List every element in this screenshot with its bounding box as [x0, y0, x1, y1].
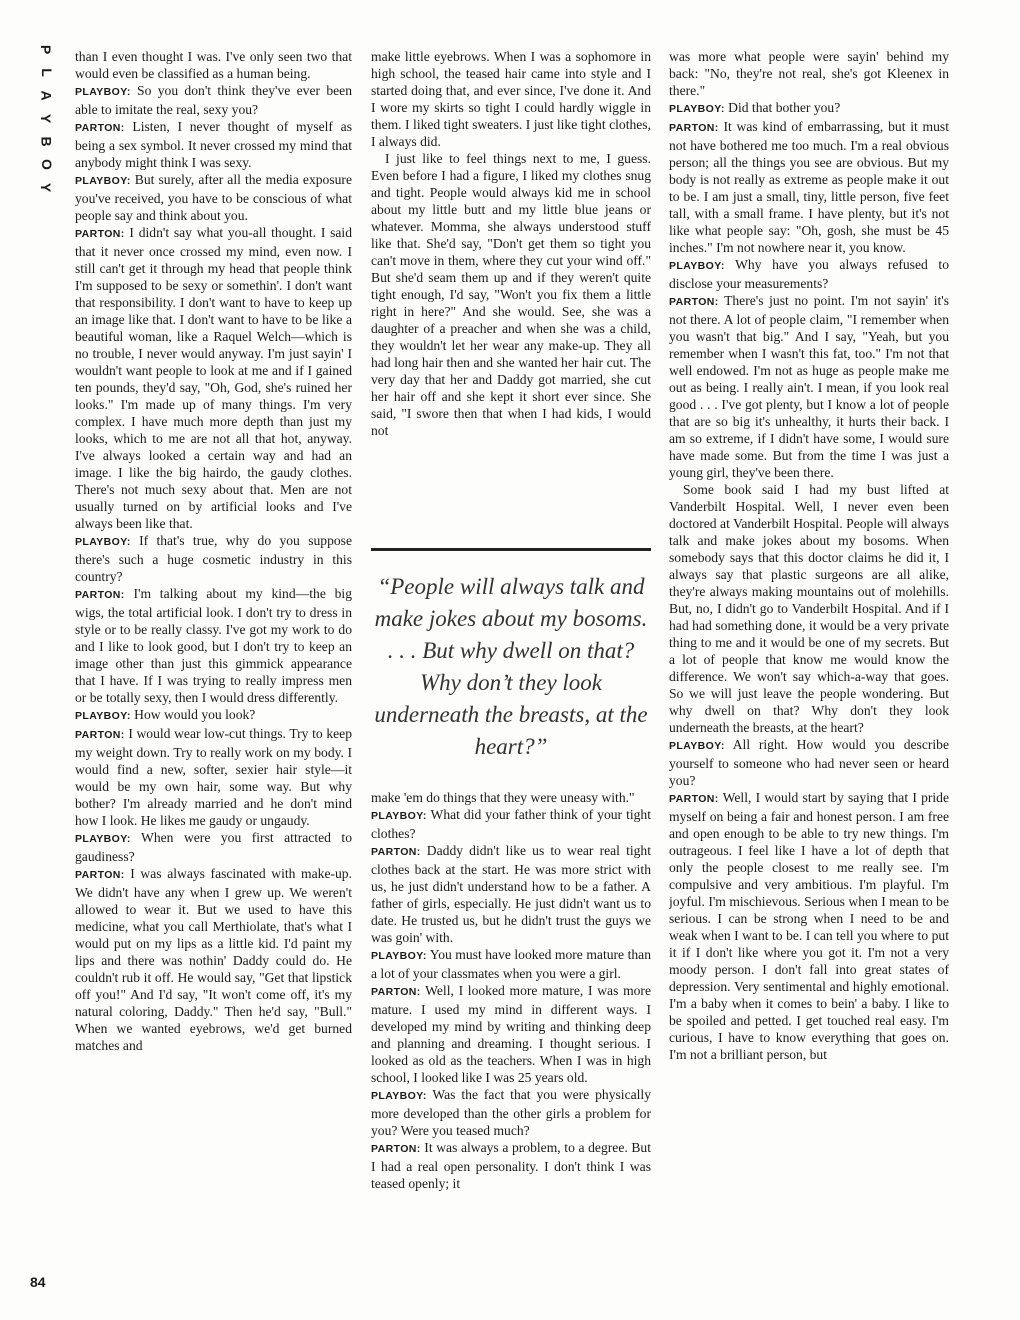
paragraph-text: Daddy didn't like us to wear real tight clothes back at the start. He was more strict with us, he just didn't understand how to be a father. A father of girls, especially. He just didn't want us to date. He trusted us, but he didn't trust the guys we was goin' with.: [371, 843, 651, 945]
logo-letter: P: [38, 44, 55, 55]
paragraph-text: So you don't think they've ever been able to imitate the real, sexy you?: [75, 83, 352, 117]
article-column-2-lower: [371, 789, 651, 1289]
speaker-label: PLAYBOY:: [75, 175, 131, 187]
article-paragraph: [75, 865, 352, 1054]
paragraph-text: But surely, after all the media exposure you've received, you have to be conscious of what people say and think about you.: [75, 172, 352, 223]
paragraph-text: What did your father think of your tight clothes?: [371, 807, 651, 841]
article-paragraph: [669, 481, 949, 736]
paragraph-text: Some book said I had my bust lifted at Vanderbilt Hospital. Well, I never even been doctored at Vanderbilt Hospital. People will always talk and make jokes about my bosoms. When somebody says that this doctor claims he did it, I always say that plastic surgeons are all alike, they're always making mountains out of molehills. But, no, I didn't go to Vanderbilt Hospital. And if I had had something done, it would be a very private thing to me and it would be one of my secrets. But a lot of people that know me would know the difference. We won't say which-a-way that goes. So we will just leave the people wondering. But why dwell on that? Why don't they look underneath the breasts, at the heart?: [669, 482, 949, 735]
logo-letter: L: [38, 68, 55, 77]
paragraph-text: Well, I looked more mature, I was more mature. I used my mind in different ways. I developed my mind by writing and thinking deep and planning and dreaming. I thought serious. I looked as old as the teachers. When I was in high school, I looked like I was 25 years old.: [371, 983, 651, 1085]
article-paragraph: [371, 806, 651, 842]
article-paragraph: [75, 171, 352, 224]
article-paragraph: [669, 789, 949, 1063]
paragraph-text: I would wear low-cut things. Try to keep my weight down. Try to really work on my body. I would find a new, softer, sexier hair style—it would be my own hair, some way. But why bother? I'm already married and he don't mind how I look. He likes me gaudy or ungaudy.: [75, 726, 352, 828]
paragraph-text: I didn't say what you-all thought. I said that it never once crossed my mind, even now. I still can't get it through my head that people think I'm supposed to be sexy or somethin'. I don't want that responsibility. I don't want to have to keep up an image like that. I don't want to have to be like a beautiful woman, like a Raquel Welch—which is no trouble, I never would anyway. I'm just sayin' I wouldn't want people to look at me and if I gained ten pounds, they'd say, "Oh, God, she's ruined her looks." I'm made up of many things. I'm very complex. I have much more depth than just my looks, which to me are not all that hot, anyway. I've always looked a certain way and had an image. I like the big hairdo, the gaudy clothes. There's not much sexy about that. Men are not usually turned on by artificial looks and I've always been like that.: [75, 225, 352, 531]
pull-quote-text: “People will always talk and make jokes about my bosoms. . . . But why dwell on that? Why don’t they look underneath the breasts, at the heart?”: [374, 574, 648, 759]
article-paragraph: [669, 48, 949, 99]
paragraph-text: How would you look?: [134, 707, 256, 722]
article-paragraph: [75, 48, 352, 82]
speaker-label: PARTON:: [371, 1143, 421, 1155]
paragraph-text: When were you first attracted to gaudiness?: [75, 830, 352, 864]
speaker-label: PLAYBOY:: [669, 103, 725, 115]
article-paragraph: [75, 725, 352, 829]
article-paragraph: [75, 706, 352, 725]
paragraph-text: Did that bother you?: [728, 100, 841, 115]
article-paragraph: [75, 118, 352, 171]
paragraph-text: If that's true, why do you suppose there's such a huge cosmetic industry in this country?: [75, 533, 352, 584]
paragraph-text: I was always fascinated with make-up. We didn't have any when I grew up. We weren't allowed to wear it. But we used to have this medicine, what you call Merthiolate, that's what I would put on my lips as a little kid. I'd paint my lips and there was nothin' Daddy could do. He couldn't rub it off. He would say, "Get that lipstick off you!" And I'd say, "It won't come off, it's my natural coloring, Daddy." Then he'd say, "Bull." When we wanted eyebrows, we'd get burned matches and: [75, 866, 352, 1053]
logo-letter: Y: [38, 182, 55, 193]
speaker-label: PARTON:: [75, 589, 125, 601]
speaker-label: PARTON:: [75, 122, 125, 134]
article-paragraph: [371, 842, 651, 946]
speaker-label: PARTON:: [75, 729, 125, 741]
article-paragraph: [669, 292, 949, 481]
article-paragraph: [371, 1139, 651, 1192]
speaker-label: PARTON:: [75, 228, 125, 240]
article-paragraph: [75, 585, 352, 706]
article-paragraph: [371, 150, 651, 439]
article-paragraph: [669, 256, 949, 292]
article-paragraph: [75, 82, 352, 118]
paragraph-text: Listen, I never thought of myself as being a sex symbol. It never crossed my mind that anybody might think I was sexy.: [75, 119, 352, 170]
article-paragraph: [371, 946, 651, 982]
speaker-label: PARTON:: [75, 869, 125, 881]
speaker-label: PARTON:: [371, 986, 421, 998]
article-paragraph: [371, 789, 651, 806]
paragraph-text: than I even thought I was. I've only seen two that would even be classified as a human being.: [75, 49, 352, 81]
speaker-label: PLAYBOY:: [75, 710, 131, 722]
article-paragraph: [669, 99, 949, 118]
page-number: 84: [30, 1274, 46, 1290]
speaker-label: PLAYBOY:: [669, 260, 725, 272]
speaker-label: PLAYBOY:: [669, 740, 725, 752]
logo-letter: B: [38, 136, 55, 147]
paragraph-text: was more what people were sayin' behind my back: "No, they're not real, she's got Kleenex in there.": [669, 49, 949, 98]
article-column-1: [75, 48, 352, 1290]
paragraph-text: I just like to feel things next to me, I guess. Even before I had a figure, I liked my clothes snug and tight. People would always kid me in school about my little butt and my little blue jeans or whatever. Momma, she always understood stuff like that. She'd say, "Don't get them so tight you can't move in them, where they cut your wind off." But she'd seam them up and if they weren't quite tight enough, I'd say, "Won't you fix them a little right in here?" And she would. See, she was a daughter of a preacher and when she was a child, they wouldn't let her wear any make-up. They all had long hair then and she wanted her hair cut. The very day that her and Daddy got married, she cut her hair off and she kept it short ever since. She said, "I swore then that when I had kids, I would not: [371, 151, 651, 438]
speaker-label: PLAYBOY:: [75, 86, 131, 98]
logo-letter: O: [38, 159, 55, 170]
logo-letter: A: [38, 90, 55, 101]
paragraph-text: make 'em do things that they were uneasy with.": [371, 790, 635, 805]
paragraph-text: You must have looked more mature than a lot of your classmates when you were a girl.: [371, 947, 651, 981]
speaker-label: PLAYBOY:: [75, 833, 131, 845]
speaker-label: PLAYBOY:: [371, 1090, 427, 1102]
logo-letter: Y: [38, 113, 55, 124]
paragraph-text: It was always a problem, to a degree. But I had a real open personality. I don't think I was teased openly; it: [371, 1140, 651, 1191]
article-paragraph: [75, 224, 352, 532]
paragraph-text: It was kind of embarrassing, but it must not have bothered me too much. I'm a real obvious person; all the things you see are obvious. But my body is not really as extreme as people make it out to be. I am just a small, tiny, little person, five feet tall, with a small frame. I have plenty, but it's not like what people say: "Oh, gosh, she must be 45 inches." I'm not nowhere near it, you know.: [669, 119, 949, 255]
article-column-2: [371, 48, 651, 542]
paragraph-text: Was the fact that you were physically more developed than the other girls a problem for you? Were you teased much?: [371, 1087, 651, 1138]
paragraph-text: Why have you always refused to disclose your measurements?: [669, 257, 949, 291]
speaker-label: PLAYBOY:: [75, 536, 131, 548]
speaker-label: PLAYBOY:: [371, 810, 427, 822]
article-paragraph: [371, 1086, 651, 1139]
paragraph-text: All right. How would you describe yourself to someone who had never seen or heard you?: [669, 737, 949, 788]
speaker-label: PARTON:: [371, 846, 421, 858]
speaker-label: PARTON:: [669, 122, 719, 134]
article-paragraph: [669, 118, 949, 256]
article-paragraph: [371, 982, 651, 1086]
paragraph-text: I'm talking about my kind—the big wigs, the total artificial look. I don't try to dress in style or to be really classy. I've got my work to do and I like to look good, but I don't try to keep an image other than just this gimmick appearance that I have. If I was trying to really impress men or be totally sexy, then I would dress differently.: [75, 586, 352, 705]
paragraph-text: make little eyebrows. When I was a sophomore in high school, the teased hair came into style and I started doing that, and ever since, I've done it. And I wore my skirts so tight I could hardly wiggle in them. I liked tight sweaters. I just like tight clothes, I always did.: [371, 49, 651, 149]
article-paragraph: [371, 48, 651, 150]
pull-quote: [371, 548, 651, 815]
magazine-logo-vertical: [30, 38, 54, 199]
article-column-3: [669, 48, 949, 1290]
article-paragraph: [75, 532, 352, 585]
speaker-label: PARTON:: [669, 793, 719, 805]
speaker-label: PARTON:: [669, 296, 719, 308]
paragraph-text: There's just no point. I'm not sayin' it's not there. A lot of people claim, "I remember when you wasn't that big." And I say, "Yeah, but you remember when I wasn't this fat, too." I'm not that well endowed. I'm not as huge as people make me out as being. I really ain't. I mean, if you look real good . . . I've got plenty, but I know a lot of people that are so big it's unhealthy, it hurts their back. I am so extreme, if I didn't have some, I would sure have made some. But from the time I was just a young girl, they've been there.: [669, 293, 949, 480]
paragraph-text: Well, I would start by saying that I pride myself on being a fair and honest person. I am free and open enough to be able to try new things. I'm outrageous. I feel like I have a lot of depth that only the people closest to me really see. I'm compulsive and very ambitious. I'm playful. I'm joyful. I'm mischievous. Serious when I mean to be serious. I can be strong when I need to be and weak when I want to be. I can tell you where to put it if I don't like where you got it. I'm not a very moody person. I don't fall into great states of depression. Very sentimental and highly emotional. I'm a baby when it comes to bein' a baby. I like to be spoiled and petted. I get touched real easy. I'm curious, I have to know everything that goes on. I'm not a brilliant person, but: [669, 790, 949, 1062]
article-paragraph: [75, 829, 352, 865]
speaker-label: PLAYBOY:: [371, 950, 427, 962]
article-paragraph: [669, 736, 949, 789]
